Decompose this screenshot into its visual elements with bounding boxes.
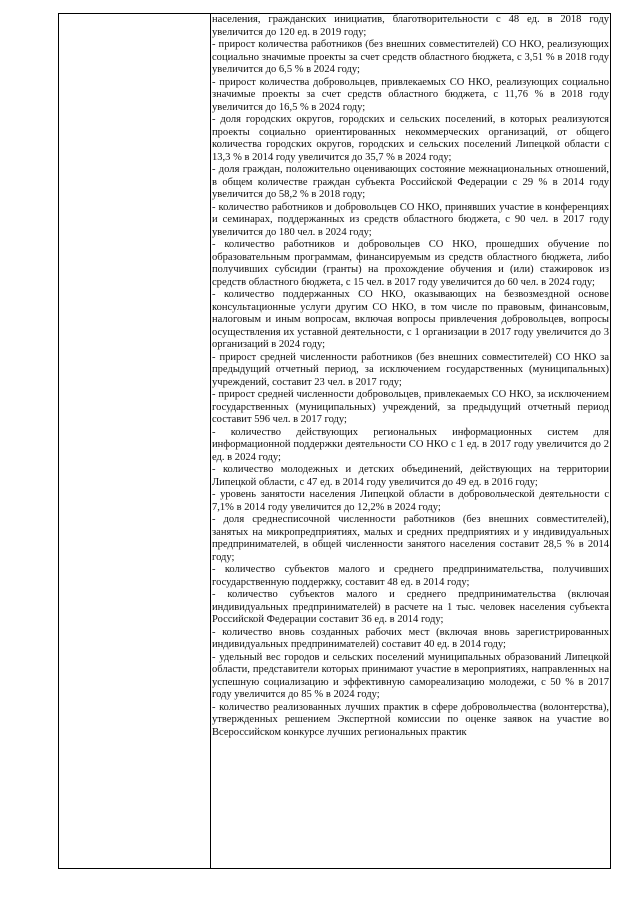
indicator-item: - удельный вес городов и сельских поселений муниципальных образований Липецкой области, представители которых принимают участие в мероприятиях, направленных на успешную социализацию и эффективную самореализацию молодежи, с 50 % в 2017 году увеличится до 85 % в 2024 году; bbox=[212, 651, 609, 700]
indicator-item: - количество молодежных и детских объединений, действующих на территории Липецкой области, с 47 ед. в 2014 году увеличится до 49 ед. в 2016 году; bbox=[212, 464, 609, 488]
indicator-item: - количество действующих региональных информационных систем для информационной поддержки деятельности СО НКО с 1 ед. в 2017 году увеличится до 2 ед. в 2024 году; bbox=[212, 426, 609, 463]
indicator-item: - количество поддержанных СО НКО, оказывающих на безвозмездной основе консультационные услуги другим СО НКО, в том числе по правовым, финансовым, налоговым и иным вопросам, включая вопросы привлечения добровольцев, вопросы осуществления их уставной деятельности, с 1 организации в 2017 году увеличится до 3 организаций в 2024 году; bbox=[212, 289, 609, 350]
indicator-item: - количество работников и добровольцев СО НКО, прошедших обучение по образовательным программам, финансируемым из средств областного бюджета, либо получивших субсидии (гранты) на прохождение обучения и (или) стажировок из средств областного бюджета, с 15 чел. в 2017 году увеличится до 60 чел. в 2024 году; bbox=[212, 239, 609, 288]
indicator-item: - количество реализованных лучших практик в сфере добровольчества (волонтерства), утвержденных решением Экспертной комиссии по оценке заявок на участие во Всероссийском конкурсе лучших региональных практик bbox=[212, 701, 609, 738]
indicator-item: - количество работников и добровольцев СО НКО, принявших участие в конференциях и семинарах, поддержанных из средств областного бюджета, с 90 чел. в 2017 году увеличится до 180 чел. в 2024 году; bbox=[212, 201, 609, 238]
indicator-item: - доля среднесписочной численности работников (без внешних совместителей), занятых на микропредприятиях, малых и средних предприятиях и у индивидуальных предпринимателей, в общей численности занятого населения составит 28,5 % в 2014 году; bbox=[212, 514, 609, 563]
indicator-item: населения, гражданских инициатив, благотворительности с 48 ед. в 2018 году увеличится до 120 ед. в 2019 году; bbox=[212, 14, 609, 38]
indicator-item: - прирост средней численности работников (без внешних совместителей) СО НКО за предыдущий отчетный период, за исключением государственных (муниципальных) учреждений, составит 23 чел. в 2017 году; bbox=[212, 351, 609, 388]
indicator-item: - доля граждан, положительно оценивающих состояние межнациональных отношений, в общем количестве граждан субъекта Российской Федерации с 29 % в 2014 году увеличится до 58,2 % в 2018 году; bbox=[212, 164, 609, 200]
indicator-item: - уровень занятости населения Липецкой области в добровольческой деятельности с 7,1% в 2014 году увеличится до 12,2% в 2024 году; bbox=[212, 489, 609, 513]
indicator-item: - количество субъектов малого и среднего предпринимательства (включая индивидуальных предпринимателей) в расчете на 1 тыс. человек населения субъекта Российской Федерации составит 36 ед. в 2014 году; bbox=[212, 589, 609, 625]
indicator-item: - количество вновь созданных рабочих мест (включая вновь зарегистрированных индивидуальных предпринимателей) составит 40 ед. в 2014 году; bbox=[212, 626, 609, 650]
indicator-item: - количество субъектов малого и среднего предпринимательства, получивших государственную поддержку, составит 48 ед. в 2014 году; bbox=[212, 564, 609, 588]
indicator-item: - прирост количества добровольцев, привлекаемых СО НКО, реализующих социально значимые проекты за счет средств областного бюджета, с 11,76 % в 2018 году увеличится до 16,5 % в 2024 году; bbox=[212, 76, 609, 113]
indicator-item: - прирост количества работников (без внешних совместителей) СО НКО, реализующих социально значимые проекты за счет средств областного бюджета, с 3,51 % в 2018 году увеличится до 6,5 % в 2024 году; bbox=[212, 39, 609, 75]
indicators-text-column bbox=[212, 14, 609, 868]
indicator-item: - доля городских округов, городских и сельских поселений, в которых реализуются проекты социально ориентированных некоммерческих организаций, от общего количества городских округов, городских и сельских поселений Липецкой области с 13,3 % в 2014 году увеличится до 35,7 % в 2024 году; bbox=[212, 114, 609, 163]
indicator-item: - прирост средней численности добровольцев, привлекаемых СО НКО, за исключением государственных (муниципальных) учреждений, за предыдущий отчетный период составит 596 чел. в 2017 году; bbox=[212, 389, 609, 425]
column-divider bbox=[210, 13, 211, 869]
